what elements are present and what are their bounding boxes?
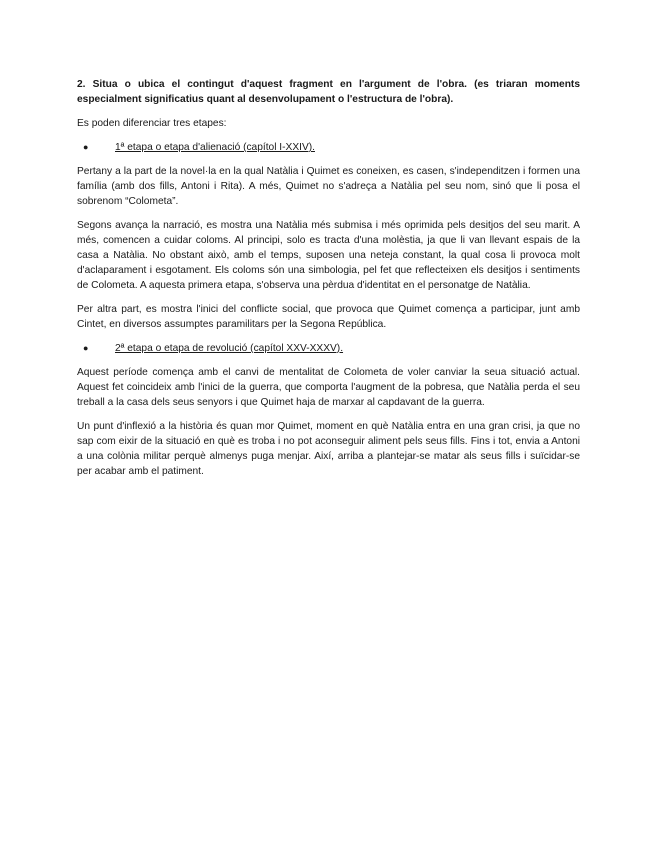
stage2-paragraph-1: Aquest període comença amb el canvi de mentalitat de Colometa de voler canviar la seua situació actual. Aquest fet coincideix amb l'inici de la guerra, que comporta l'augment de la pobresa, que Natàlia perda el seu treball a la casa dels seus senyors i que Quimet haja de marxar al capdavant de la guerra.	[77, 367, 580, 408]
stage2-heading	[77, 341, 580, 356]
stage1-paragraph-1: Pertany a la part de la novel·la en la qual Natàlia i Quimet es coneixen, es casen, s'independitzen i formen una família (amb dos fills, Antoni i Rita). A més, Quimet no s'adreça a Natàlia pel seu nom, sinó que li posa el sobrenom “Colometa”.	[77, 166, 580, 207]
stage1-paragraph-2: Segons avança la narració, es mostra una Natàlia més submisa i més oprimida pels desitjos del seu marit. A més, comencen a cuidar coloms. Al principi, solo es tracta d'una molèstia, ja que li van llevant espais de la casa a Natàlia. No obstant això, amb el temps, suposen una neteja constant, la qual cosa li provoca molt d'aclaparament i esgotament. Els coloms són una simbologia, pel fet que reflecteixen els desitjos i sentiments de Colometa. A aquesta primera etapa, s'observa una pèrdua d'identitat en el personatge de Natàlia.	[77, 220, 580, 291]
question-note: (es triaran moments especialment significatius quant al desenvolupament o l'estructura de l'obra).	[77, 79, 580, 105]
stage2-paragraph-2: Un punt d'inflexió a la història és quan mor Quimet, moment en què Natàlia entra en una gran crisi, ja que no sap com eixir de la situació en què es troba i no pot aconseguir aliment pels seus fills. Fins i tot, envia a Antoni a una colònia militar perquè almenys puga menjar. Així, arriba a plantejar-se matar als seus fills i suïcidar-se per acabar amb el patiment.	[77, 421, 580, 477]
question-text: Situa o ubica el contingut d'aquest fragment en l'argument de l'obra.	[92, 79, 467, 90]
intro-paragraph: Es poden diferenciar tres etapes:	[77, 118, 227, 129]
stage1-title: 1ª etapa o etapa d'alienació (capítol I-XXIV).	[115, 142, 315, 153]
bullet-icon: ●	[83, 343, 89, 353]
stage2-title: 2ª etapa o etapa de revolució (capítol XXV-XXXV).	[115, 343, 344, 354]
question-number: 2.	[77, 79, 86, 90]
stage1-paragraph-3: Per altra part, es mostra l'inici del conflicte social, que provoca que Quimet comença a participar, junt amb Cintet, en diversos assumptes paramilitars per la Segona República.	[77, 304, 580, 330]
question-heading	[77, 77, 580, 107]
stage1-heading	[77, 140, 580, 155]
document-page	[77, 77, 580, 488]
bullet-icon: ●	[83, 142, 89, 152]
